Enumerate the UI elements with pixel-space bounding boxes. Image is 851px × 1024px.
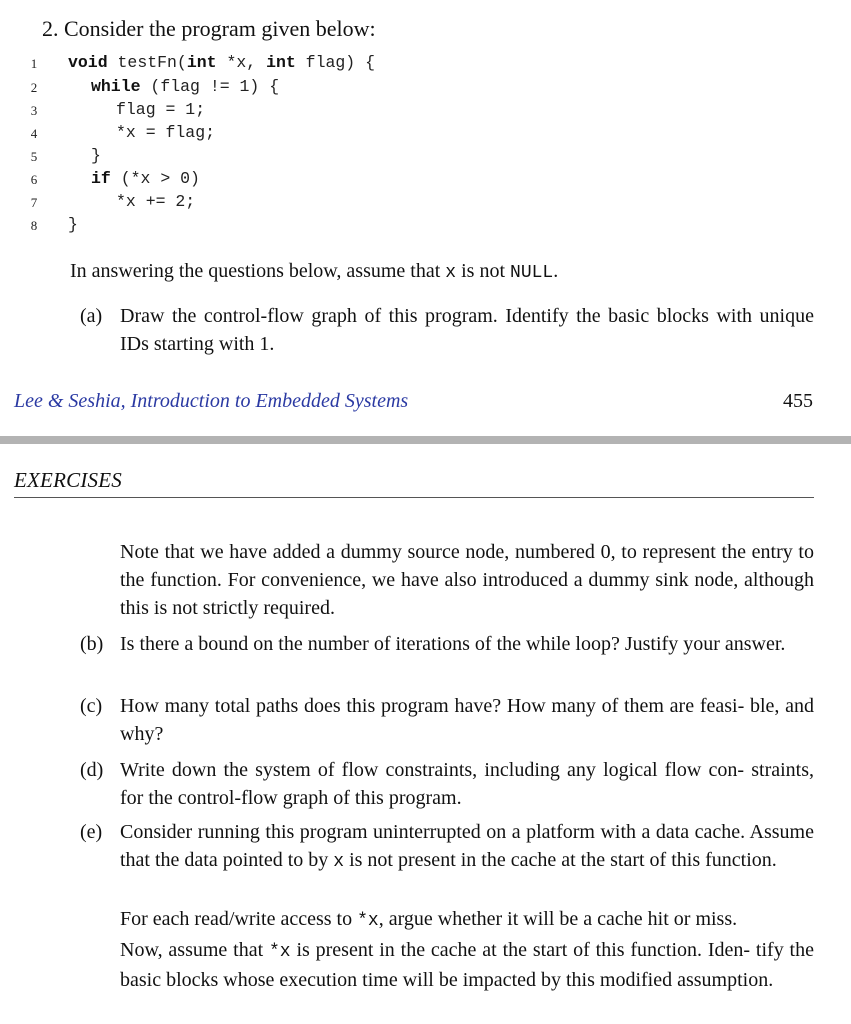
code-line (0, 99, 851, 121)
item-e-label: (e) (80, 821, 103, 843)
line-number: 1 (30, 56, 38, 71)
code-var: *x (269, 942, 291, 962)
line-number: 6 (30, 172, 38, 187)
code-listing (0, 52, 851, 238)
line-number: 2 (30, 80, 38, 95)
item-e-paragraph-3 (120, 936, 814, 994)
code-token: (flag != 1) { (140, 77, 280, 96)
text-run: Consider running this program uninterrupted on a platform with a data cache. Assume that the data pointed to by (120, 821, 814, 871)
code-var: *x (357, 911, 379, 931)
line-number: 4 (30, 126, 38, 141)
text-run: , argue whether it will be a cache hit or miss. (378, 908, 738, 930)
keyword: while (91, 77, 141, 96)
item-b-text: Is there a bound on the number of iterations of the while loop? Justify your answer. (120, 633, 786, 655)
keyword: int (186, 53, 217, 72)
code-text: } (68, 215, 78, 234)
code-line (0, 191, 851, 213)
code-text: *x = flag; (116, 123, 216, 142)
code-text: *x += 2; (116, 192, 196, 211)
item-c-text: How many total paths does this program have? How many of them are feasi- ble, and why? (120, 695, 814, 745)
text-run: is present in the cache at the start of this function. Iden- tify the basic blocks whose execution time will be impacted by this modified assumption. (120, 939, 814, 991)
problem-heading (42, 14, 376, 44)
text-run: In answering the questions below, assume that (70, 260, 446, 282)
code-text (91, 76, 279, 98)
footer-page-number: 455 (783, 390, 813, 412)
code-line (0, 76, 851, 98)
item-b-label: (b) (80, 633, 104, 655)
line-number: 7 (30, 195, 38, 210)
item-c-label: (c) (80, 695, 103, 717)
code-var: x (333, 852, 345, 872)
page-divider (0, 436, 851, 444)
footer-book-title: Lee & Seshia, Introduction to Embedded Systems (14, 390, 409, 412)
item-a-label: (a) (80, 305, 103, 327)
line-number: 5 (30, 149, 38, 164)
line-number: 3 (30, 103, 38, 118)
code-line (0, 214, 851, 236)
code-line (0, 122, 851, 144)
code-var: x (445, 263, 457, 283)
text-run: For each read/write access to (120, 908, 358, 930)
item-d-text: Write down the system of flow constraints, including any logical flow con- straints, for the control-flow graph of this program. (120, 759, 814, 809)
keyword: int (266, 53, 296, 72)
note-paragraph: Note that we have added a dummy source node, numbered 0, to represent the entry to the function. For convenience, we have also introduced a dummy sink node, although this is not strictly required. (120, 541, 814, 619)
item-a-text: Draw the control-flow graph of this program. Identify the basic blocks with unique IDs starting with 1. (120, 305, 814, 355)
code-token: *x, (216, 53, 267, 72)
code-text: flag = 1; (116, 100, 206, 119)
item-d-label: (d) (80, 759, 104, 781)
code-text (68, 52, 375, 74)
problem-number: 2. (42, 16, 59, 41)
text-run: is not present in the cache at the start of this function. (344, 849, 777, 871)
section-rule (14, 497, 814, 498)
assumption-text (70, 257, 815, 287)
code-line (0, 52, 851, 74)
code-token: (*x > 0) (110, 169, 200, 188)
code-token: flag) { (295, 53, 375, 72)
code-token: testFn( (107, 53, 187, 72)
code-text: } (91, 146, 101, 165)
code-line (0, 145, 851, 167)
code-var: NULL (510, 263, 554, 283)
item-e-paragraph-1 (120, 818, 814, 876)
code-text (91, 168, 200, 190)
problem-heading-text: Consider the program given below: (64, 16, 376, 41)
text-run: is not (456, 260, 511, 282)
text-run: . (553, 260, 559, 282)
line-number: 8 (30, 218, 38, 233)
keyword: if (91, 169, 111, 188)
keyword: void (68, 53, 108, 72)
item-e-paragraph-2 (120, 905, 814, 935)
text-run: Now, assume that (120, 939, 269, 961)
code-line (0, 168, 851, 190)
section-header: EXERCISES (14, 468, 122, 492)
